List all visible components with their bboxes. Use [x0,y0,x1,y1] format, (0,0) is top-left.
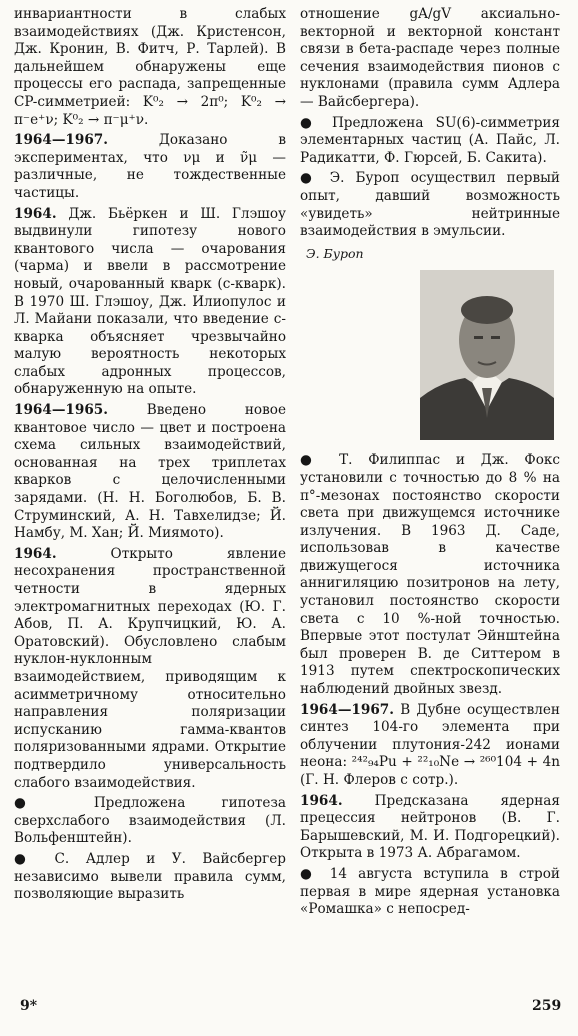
paragraph-su6: ● Предложена SU(6)-симметрия элементарных частиц (А. Пайс, Л. Радикатти, Ф. Гюрсей, Б. Сакита). [300,114,560,166]
paragraph-color-charge: 1964—1965. Введено новое квантовое число — цвет и построена схема сильных взаимодействий, основанная на трех триплетах кварков с целочисленными зарядами. (Н. Н. Боголюбов, Б. В. Струминский, А. Н. Тавхелидзе; Й. Намбу, М. Хан; Й. Миямото). [14,402,286,542]
paragraph-neutrino-types: 1964—1967. Доказано в экспериментах, что νμ и ν̃μ — различные, не тождественные частицы. [14,132,286,201]
paragraph-cp-invariance: инвариантности в слабых взаимодействиях (Дж. Кристенсон, Дж. Кронин, В. Фитч, Р. Тарлей). В дальнейшем обнаружены еще процессы его распада, запрещенные CP-симметрией: K⁰₂ → 2π⁰; K⁰₂ → π⁻e⁺ν; K⁰₂ → π⁻μ⁺ν. [14,6,286,128]
paragraph-romashka: ● 14 августа вступила в строй первая в мире ядерная установка «Ромашка» с непосред- [300,865,560,918]
right-column [300,6,560,922]
year-label: 1964—1965. [14,402,108,419]
paragraph-neutrino-emulsion: ● Э. Бурoп осуществил первый опыт, давший возможность «увидеть» нейтринные взаимодействия в эмульсии. [300,170,560,240]
signature-mark: 9* [20,998,38,1014]
paragraph-adler-weisberger: ● С. Адлер и У. Вайсбергер независимо вывели правила сумм, позволяющие выразить [14,850,286,903]
year-label: 1964. [14,205,57,222]
portrait-figure [300,245,560,441]
paragraph-neutron-precession: 1964. Предсказана ядерная прецессия нейтронов (В. Г. Барышевский, М. И. Подгорецкий). Открыта в 1973 А. Абрагамом. [300,792,560,862]
paragraph-parity-violation: 1964. Открыто явление несохранения пространственной четности в ядерных электромагнитных переходах (Ю. Г. Абов, П. А. Крупчицкий, Ю. А. Оратовский). Обусловлено слабым нуклон-нуклонным взаимодействием, приводящим к асимметричному относительно направления поляризации испусканию гамма-квантов поляризованными ядрами. Открытие подтвердило универсальность слабого взаимодействия. [14,545,286,791]
page-number: 259 [532,998,562,1014]
portrait-photo [420,270,554,440]
paragraph-speed-of-light: ● Т. Филиппас и Дж. Фокс установили с точностью до 8 % на π°-мезонах постоянство скорости света при движущемся источнике излучения. В 1963 Д. Саде, использовав в качестве движущегося источника аннигиляцию позитронов на лету, установил постоянство скорости света с 10 %-ной точностью. Впервые этот постулат Эйнштейна был проверен В. де Ситтером в 1913 путем спектроскопических наблюдений двойных звезд. [300,452,560,698]
portrait-caption: Э. Бурoп [306,245,364,261]
left-column [14,6,286,907]
year-label: 1964. [300,792,343,809]
portrait-image [420,270,554,440]
paragraph-charm: 1964. Дж. Бьёркен и Ш. Глэшоу выдвинули гипотезу нового квантового числа — очарования (чарма) и ввели в рассмотрение новый, очарованный кварк (c-кварк). В 1970 Ш. Глэшоу, Дж. Илиопулос и Л. Майани показали, что введение c-кварка объясняет чрезвычайно малую вероятность некоторых слабых адронных процессов, обнаруженную на опыте. [14,205,286,398]
year-label: 1964. [14,545,57,562]
paragraph-sum-rules: отношение gA/gV аксиально-векторной и векторной констант связи в бета-распаде через полные сечения взаимодействия пионов с нуклонами (правила сумм Адлера — Вайсбергера). [300,6,560,110]
paragraph-element-104: 1964—1967. В Дубне осуществлен синтез 104-го элемента при облучении плутония-242 ионами неона: ²⁴²₉₄Pu + ²²₁₀Ne → ²⁶⁰104 + 4n (Г. Н. Флеров с сотр.). [300,701,560,788]
paragraph-superweak: ● Предложена гипотеза сверхслабого взаимодействия (Л. Вольфенштейн). [14,795,286,847]
year-label: 1964—1967. [300,701,394,718]
year-label: 1964—1967. [14,132,108,149]
